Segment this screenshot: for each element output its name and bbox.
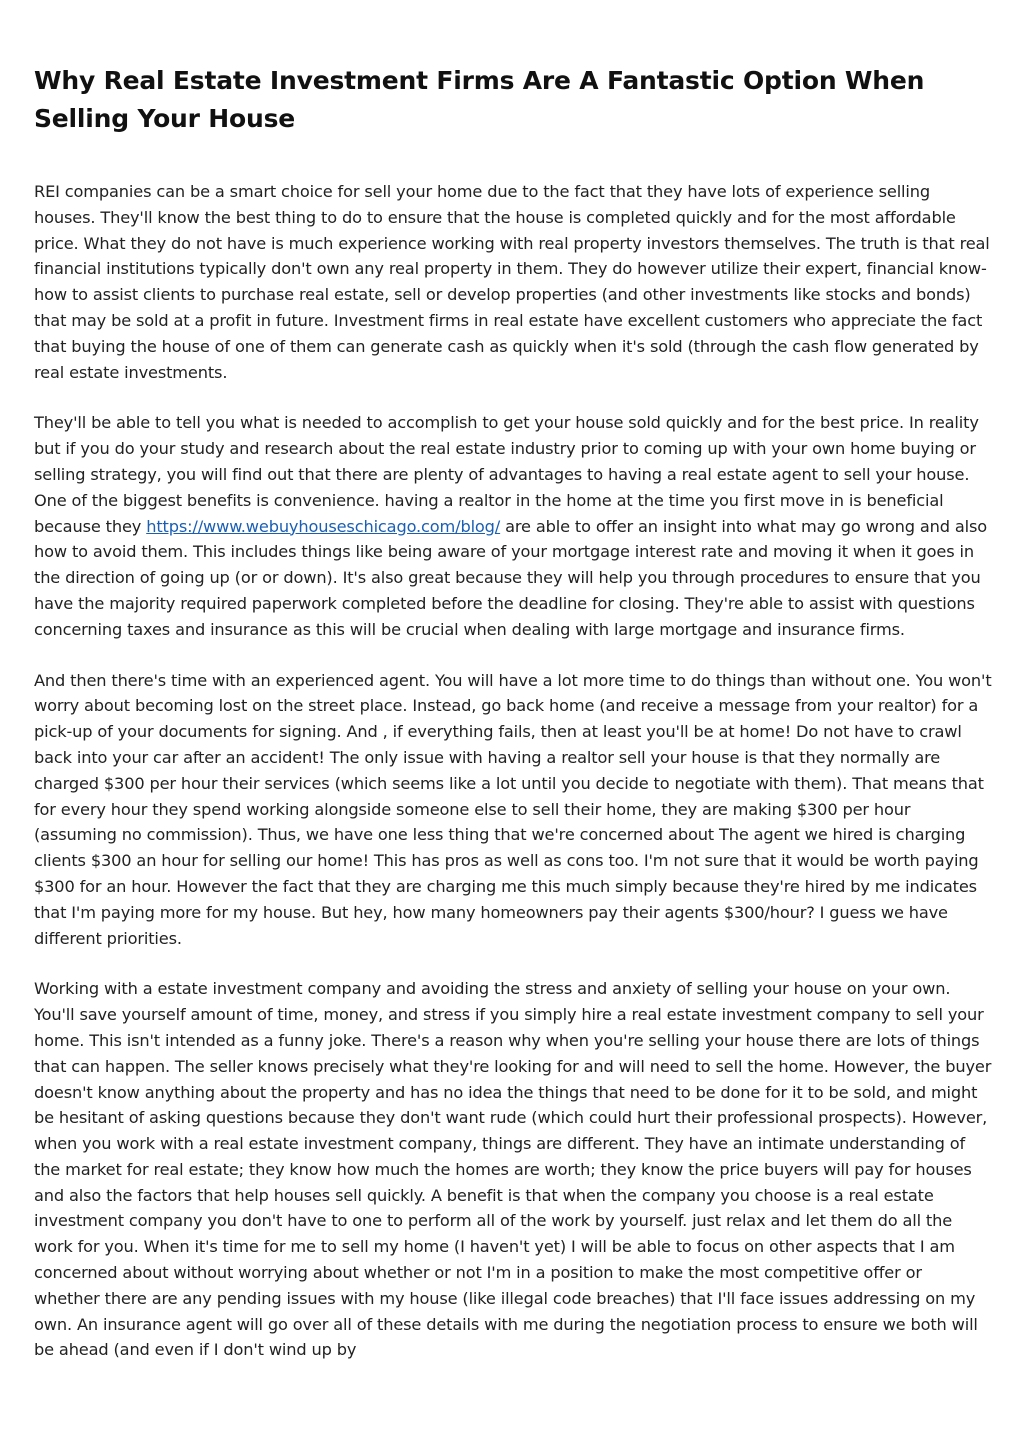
document-page [34, 62, 992, 1388]
paragraph-2 [34, 410, 992, 642]
paragraph-2-text-before: They'll be able to tell you what is needed to accomplish to get your house sold quickly and for the best price. In reality but if you do your study and research about the real estate industry prior to coming up with your own home buying or selling strategy, you will find out that there are plenty of advantages to having a real estate agent to sell your house. One of the biggest benefits is convenience. having a realtor in the home at the time you first move in is beneficial because they [34, 413, 979, 536]
paragraph-3: And then there's time with an experienced agent. You will have a lot more time to do things than without one. You won't worry about becoming lost on the street place. Instead, go back home (and receive a message from your realtor) for a pick-up of your documents for signing. And , if everything fails, then at least you'll be at home! Do not have to crawl back into your car after an accident! The only issue with having a realtor sell your house is that they normally are charged $300 per hour their services (which seems like a lot until you decide to negotiate with them). That means that for every hour they spend working alongside someone else to sell their home, they are making $300 per hour (assuming no commission). Thus, we have one less thing that we're concerned about The agent we hired is charging clients $300 an hour for selling our home! This has pros as well as cons too. I'm not sure that it would be worth paying $300 for an hour. However the fact that they are charging me this much simply because they're hired by me indicates that I'm paying more for my house. But hey, how many homeowners pay their agents $300/hour? I guess we have different priorities. [34, 670, 992, 948]
paragraph-4: Working with a estate investment company and avoiding the stress and anxiety of selling your house on your own. You'll save yourself amount of time, money, and stress if you simply hire a real estate investment company to sell your home. This isn't intended as a funny joke. There's a reason why when you're selling your house there are lots of things that can happen. The seller knows precisely what they're looking for and will need to sell the home. However, the buyer doesn't know anything about the property and has no idea the things that need to be done for it to be sold, and might be hesitant of asking questions because they don't want rude (which could hurt their professional prospects). However, when you work with a real estate investment company, things are different. They have an intimate understanding of the market for real estate; they know how much the homes are worth; they know the price buyers will pay for houses and also the factors that help houses sell quickly. A benefit is that when the company you choose is a real estate investment company you don't have to one to perform all of the work by yourself. just relax and let them do all the work for you. When it's time for me to sell my home (I haven't yet) I will be able to focus on other aspects that I am concerned about without worrying about whether or not I'm in a position to make the most competitive offer or whether there are any pending issues with my house (like illegal code breaches) that I'll face issues addressing on my own. An insurance agent will go over all of these details with me during the negotiation process to ensure we both will be ahead (and even if I don't wind up by [34, 979, 992, 1360]
blog-link[interactable]: https://www.webuyhouseschicago.com/blog/ [146, 516, 501, 536]
paragraph-1: REI companies can be a smart choice for sell your home due to the fact that they have lots of experience selling houses. They'll know the best thing to do to ensure that the house is completed quickly and for the most affordable price. What they do not have is much experience working with real property investors themselves. The truth is that real financial institutions typically don't own any real property in them. They do however utilize their expert, financial know-how to assist clients to purchase real estate, sell or develop properties (and other investments like stocks and bonds) that may be sold at a profit in future. Investment firms in real estate have excellent customers who appreciate the fact that buying the house of one of them can generate cash as quickly when it's sold (through the cash flow generated by real estate investments. [34, 182, 990, 382]
article-body [34, 179, 992, 1363]
paragraph-2-text-after: are able to offer an insight into what may go wrong and also how to avoid them. This includes things like being aware of your mortgage interest rate and moving it when it goes in the direction of going up (or or down). It's also great because they will help you through procedures to ensure that you have the majority required paperwork completed before the deadline for closing. They're able to assist with questions concerning taxes and insurance as this will be crucial when dealing with large mortgage and insurance firms. [34, 516, 988, 639]
article-title: Why Real Estate Investment Firms Are A Fantastic Option When Selling Your House [34, 66, 925, 133]
